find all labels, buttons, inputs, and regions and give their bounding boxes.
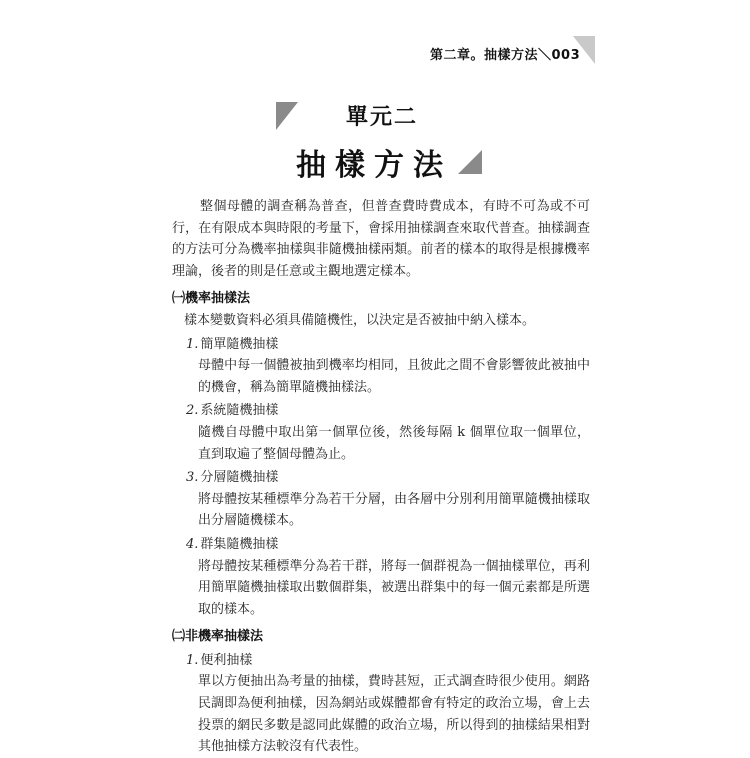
item-number: 3. <box>186 470 199 486</box>
section-probability-sampling <box>172 288 590 620</box>
title-right-triangle <box>458 150 482 174</box>
item-body: 將母體按某種標準分為若干分層，由各層中分別利用簡單隨機抽樣取出分層隨機樣本。 <box>198 491 590 529</box>
item-title-text: 分層隨機抽樣 <box>200 470 279 486</box>
item-title <box>172 650 590 672</box>
item-title-text: 便利抽樣 <box>200 652 253 668</box>
list-item <box>172 334 590 399</box>
item-body: 單以方便抽出為考量的抽樣，費時甚短，正式調查時很少使用。網路民調即為便利抽樣，因為網站或媒體都會有特定的政治立場，會上去投票的網民多數是認同此媒體的政治立場，所以得到的抽樣結果相對其他抽樣方法較沒有代表性。 <box>198 674 590 755</box>
item-body: 隨機自母體中取出第一個單位後，然後每隔 k 個單位取一個單位，直到取遍了整個母體為止。 <box>198 424 590 462</box>
list-item <box>172 534 590 620</box>
item-body: 母體中每一個體被抽到機率均相同，且彼此之間不會影響彼此被抽中的機會，稱為簡單隨機抽樣法。 <box>198 358 590 395</box>
item-title <box>172 467 590 489</box>
section-heading: ㈡非機率抽樣法 <box>172 629 264 645</box>
item-title-text: 簡單隨機抽樣 <box>200 336 279 352</box>
intro-paragraph: 整個母體的調查稱為普查，但普查費時費成本，有時不可為或不可行，在有限成本與時限的考量下，會採用抽樣調查來取代普查。抽樣調查的方法可分為機率抽樣與非隨機抽樣兩類。前者的樣本的取得是根據機率理論，後者的則是任意或主觀地選定樣本。 <box>172 199 590 279</box>
item-title <box>172 534 590 556</box>
section-nonprobability-sampling <box>172 626 590 758</box>
item-number: 4. <box>186 536 199 552</box>
item-title <box>172 334 590 356</box>
item-title <box>172 400 590 422</box>
item-number: 2. <box>186 403 199 419</box>
item-number: 1. <box>186 652 199 668</box>
item-number: 1. <box>186 336 199 352</box>
section-intro: 樣本變數資料必須具備隨機性，以決定是否被抽中納入樣本。 <box>184 312 536 328</box>
title-left-triangle <box>276 102 298 130</box>
list-item <box>172 650 590 758</box>
header-corner-triangle <box>573 36 595 64</box>
running-header: 第二章。抽樣方法＼003 <box>430 48 581 63</box>
item-title-text: 群集隨機抽樣 <box>200 536 279 552</box>
unit-title: 抽樣方法 <box>296 148 452 183</box>
page-content <box>172 196 590 758</box>
item-body: 將母體按某種標準分為若干群，將每一個群視為一個抽樣單位，再利用簡單隨機抽樣取出數個群集，被選出群集中的每一個元素都是所選取的樣本。 <box>198 558 590 617</box>
list-item <box>172 400 590 465</box>
section-heading: ㈠機率抽樣法 <box>172 291 251 307</box>
item-title-text: 系統隨機抽樣 <box>200 403 279 419</box>
list-item <box>172 467 590 532</box>
unit-number: 單元二 <box>346 104 419 130</box>
